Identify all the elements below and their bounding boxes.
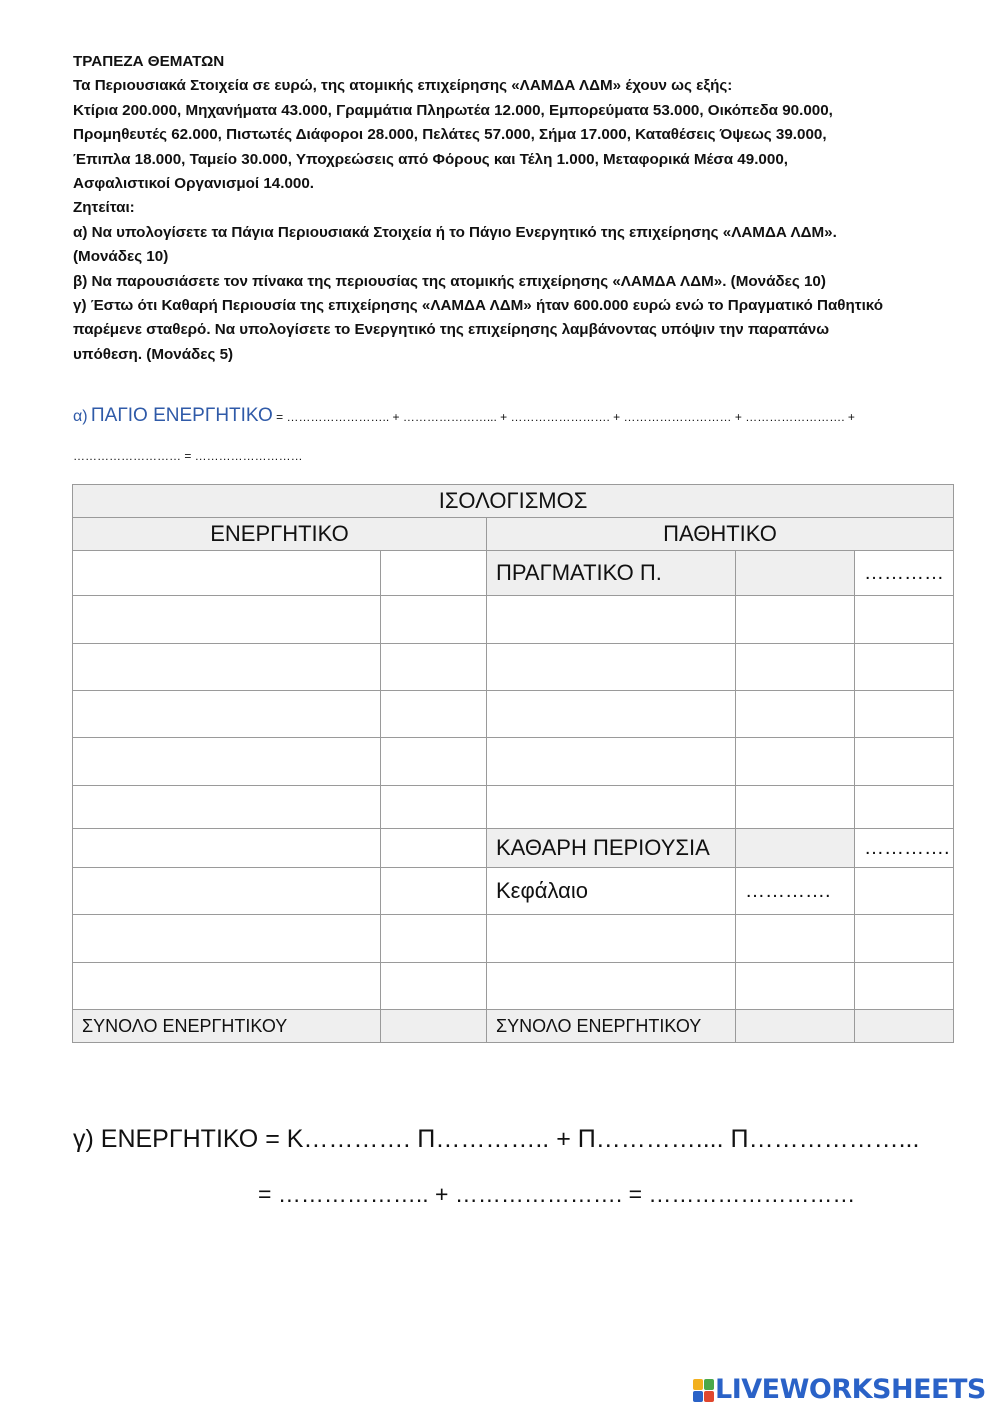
problem-line: Ασφαλιστικοί Οργανισμοί 14.000. xyxy=(73,175,315,193)
liability-value-cell[interactable] xyxy=(736,786,855,829)
question-a: α) Να υπολογίσετε τα Πάγια Περιουσιακά Στοιχεία ή το Πάγιο Ενεργητικό της επιχείρησης «ΛΑΜΔΑ ΛΔΜ». xyxy=(73,223,837,241)
liability-value-cell[interactable] xyxy=(736,738,855,786)
asset-value-cell[interactable] xyxy=(381,644,487,691)
answer-a-line xyxy=(73,404,973,429)
asset-name-cell[interactable] xyxy=(73,691,381,738)
asset-name-cell[interactable] xyxy=(73,786,381,829)
asset-value-cell[interactable] xyxy=(381,596,487,644)
question-b: β) Να παρουσιάσετε τον πίνακα της περιουσίας της ατομικής επιχείρησης «ΛΑΜΔΑ ΛΔΜ». (Μονάδες 10) xyxy=(73,272,826,290)
asset-value-cell[interactable] xyxy=(381,551,487,596)
assets-total-value[interactable] xyxy=(381,1010,487,1043)
liability-name-cell[interactable] xyxy=(487,915,736,963)
asset-name-cell[interactable] xyxy=(73,868,381,915)
asset-value-cell[interactable] xyxy=(381,915,487,963)
answer-a-line-2[interactable]: ……………………… = ……………………… xyxy=(73,449,303,463)
real-liabilities-total[interactable]: ………… xyxy=(855,551,954,596)
liabilities-total-label: ΣΥΝΟΛΟ ΕΝΕΡΓΗΤΙΚΟΥ xyxy=(487,1010,736,1043)
net-worth-total[interactable]: …………. xyxy=(855,829,954,868)
liability-total-cell[interactable] xyxy=(855,738,954,786)
liability-name-cell[interactable] xyxy=(487,738,736,786)
capital-label: Κεφάλαιο xyxy=(487,868,736,915)
brand-logo-icon xyxy=(693,1379,713,1401)
liability-value-cell[interactable] xyxy=(736,963,855,1010)
balance-sheet-title: ΙΣΟΛΟΓΙΣΜΟΣ xyxy=(73,485,954,518)
question-c: παρέμενε σταθερό. Να υπολογίσετε το Ενεργητικό της επιχείρησης λαμβάνοντας υπόψιν την παραπάνω xyxy=(73,321,830,339)
answer-a-formula[interactable]: = …………………….. + …………………... + ……………………. + ……………………… + ……………………. + xyxy=(276,410,855,424)
problem-statement xyxy=(73,50,973,367)
answer-a-prefix: α) xyxy=(73,408,88,425)
asset-name-cell[interactable] xyxy=(73,963,381,1010)
liability-total-cell[interactable] xyxy=(855,691,954,738)
problem-line: Τα Περιουσιακά Στοιχεία σε ευρώ, της ατομικής επιχείρησης «ΛΑΜΔΑ ΛΔΜ» έχουν ως εξής: xyxy=(73,77,733,95)
liability-value-cell[interactable] xyxy=(736,596,855,644)
liability-value-cell[interactable] xyxy=(736,915,855,963)
liability-name-cell[interactable] xyxy=(487,963,736,1010)
question-c: υπόθεση. (Μονάδες 5) xyxy=(73,345,234,363)
liability-name-cell[interactable] xyxy=(487,691,736,738)
asset-value-cell[interactable] xyxy=(381,691,487,738)
problem-line: Έπιπλα 18.000, Ταμείο 30.000, Υποχρεώσεις από Φόρους και Τέλη 1.000, Μεταφορικά Μέσα 49.000, xyxy=(73,150,788,168)
problem-line: Κτίρια 200.000, Μηχανήματα 43.000, Γραμμάτια Πληρωτέα 12.000, Εμπορεύματα 53.000, Οικόπεδα 90.000, xyxy=(73,101,833,119)
brand-watermark xyxy=(693,1374,986,1405)
asset-value-cell[interactable] xyxy=(381,738,487,786)
liability-total-cell[interactable] xyxy=(855,644,954,691)
liabilities-header: ΠΑΘΗΤΙΚΟ xyxy=(487,518,954,551)
liability-total-cell[interactable] xyxy=(855,868,954,915)
liabilities-total-value[interactable] xyxy=(736,1010,855,1043)
asset-name-cell[interactable] xyxy=(73,551,381,596)
liability-total-cell[interactable] xyxy=(855,915,954,963)
liability-value-cell[interactable] xyxy=(736,691,855,738)
asset-name-cell[interactable] xyxy=(73,596,381,644)
balance-sheet-table xyxy=(72,484,954,1043)
assets-total-label: ΣΥΝΟΛΟ ΕΝΕΡΓΗΤΙΚΟΥ xyxy=(73,1010,381,1043)
answer-c-line-1[interactable]: γ) ΕΝΕΡΓΗΤΙΚΟ = Κ…………. Π………….. + Π………….... Π………………... xyxy=(73,1125,920,1153)
asset-name-cell[interactable] xyxy=(73,738,381,786)
question-a-points: (Μονάδες 10) xyxy=(73,248,169,266)
liability-value-cell[interactable] xyxy=(736,644,855,691)
problem-title: ΤΡΑΠΕΖΑ ΘΕΜΑΤΩΝ xyxy=(73,53,225,70)
answer-a-label: ΠΑΓΙΟ ΕΝΕΡΓΗΤΙΚΟ xyxy=(90,405,273,426)
liability-value-cell[interactable] xyxy=(736,829,855,868)
liability-total-cell[interactable] xyxy=(855,596,954,644)
brand-name: LIVEWORKSHEETS xyxy=(715,1374,986,1405)
real-liabilities-label: ΠΡΑΓΜΑΤΙΚΟ Π. xyxy=(487,551,736,596)
assets-header: ΕΝΕΡΓΗΤΙΚΟ xyxy=(73,518,487,551)
asset-name-cell[interactable] xyxy=(73,915,381,963)
asset-value-cell[interactable] xyxy=(381,829,487,868)
liability-total-cell[interactable] xyxy=(855,963,954,1010)
problem-line: Προμηθευτές 62.000, Πιστωτές Διάφοροι 28.000, Πελάτες 57.000, Σήμα 17.000, Καταθέσεις Όψεως 39.000, xyxy=(73,126,827,144)
net-worth-label: ΚΑΘΑΡΗ ΠΕΡΙΟΥΣΙΑ xyxy=(487,829,736,868)
liability-value-cell[interactable] xyxy=(736,551,855,596)
asset-value-cell[interactable] xyxy=(381,786,487,829)
liability-total-cell[interactable] xyxy=(855,786,954,829)
asset-name-cell[interactable] xyxy=(73,829,381,868)
liability-name-cell[interactable] xyxy=(487,786,736,829)
asset-value-cell[interactable] xyxy=(381,868,487,915)
requested-label: Ζητείται: xyxy=(73,199,135,217)
question-c: γ) Έστω ότι Καθαρή Περιουσία της επιχείρησης «ΛΑΜΔΑ ΛΔΜ» ήταν 600.000 ευρώ ενώ το Πραγματικό Παθητικό xyxy=(73,297,884,315)
liability-name-cell[interactable] xyxy=(487,644,736,691)
asset-value-cell[interactable] xyxy=(381,963,487,1010)
liability-name-cell[interactable] xyxy=(487,596,736,644)
capital-value[interactable]: …………. xyxy=(736,868,855,915)
answer-c-line-2[interactable]: = ……………….. + …………………. = ……………………… xyxy=(258,1181,856,1207)
liabilities-total-extra[interactable] xyxy=(855,1010,954,1043)
asset-name-cell[interactable] xyxy=(73,644,381,691)
